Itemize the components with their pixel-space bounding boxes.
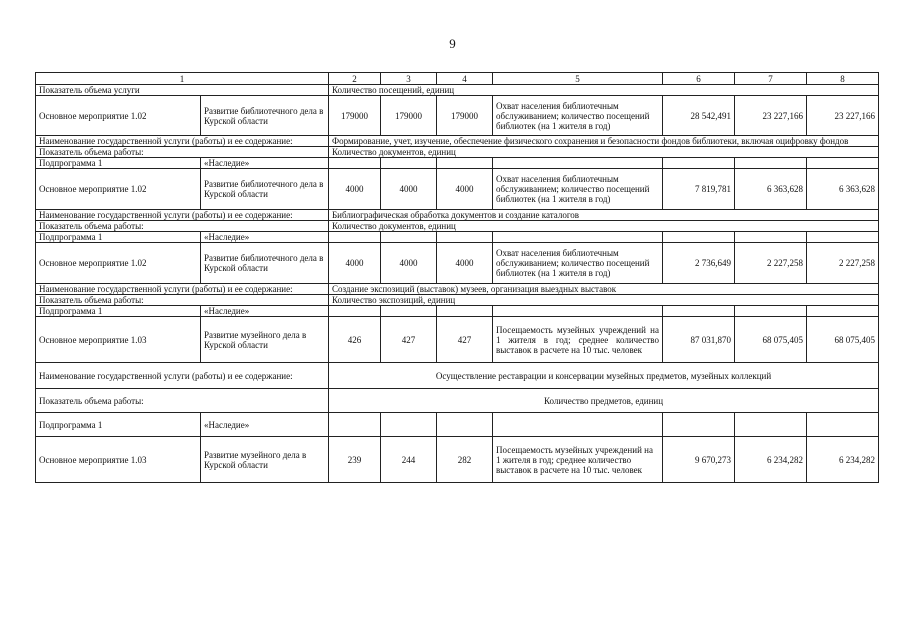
table-row xyxy=(36,147,879,158)
volume-value: Количество документов, единиц xyxy=(329,147,879,158)
value-cell: 282 xyxy=(437,437,493,483)
value-cell: 23 227,166 xyxy=(807,96,879,136)
indicator-cell: Охват населения библиотечным обслуживанием; количество посещений библиотек (на 1 жителя в год) xyxy=(493,169,663,210)
column-header: 5 xyxy=(493,73,663,85)
column-header: 4 xyxy=(437,73,493,85)
volume-label: Показатель объема работы: xyxy=(36,389,329,413)
value-cell: 68 075,405 xyxy=(807,317,879,363)
value-cell: 4000 xyxy=(381,243,437,284)
table-row xyxy=(36,169,879,210)
table-row xyxy=(36,210,879,221)
value-cell: 4000 xyxy=(329,169,381,210)
value-cell: 179000 xyxy=(329,96,381,136)
value-cell: 87 031,870 xyxy=(663,317,735,363)
subprogram-label: Подпрограмма 1 xyxy=(36,232,201,243)
column-header: 7 xyxy=(735,73,807,85)
service-label: Наименование государственной услуги (работы) и ее содержание: xyxy=(36,210,329,221)
event-description: Развитие библиотечного дела в Курской области xyxy=(201,169,329,210)
page-number: 9 xyxy=(449,36,456,51)
volume-value: Количество документов, единиц xyxy=(329,221,879,232)
volume-label: Показатель объема работы: xyxy=(36,147,329,158)
service-label: Наименование государственной услуги (работы) и ее содержание: xyxy=(36,136,329,147)
volume-value: Количество посещений, единиц xyxy=(329,85,879,96)
service-value: Создание экспозиций (выставок) музеев, организация выездных выставок xyxy=(329,284,879,295)
value-cell: 179000 xyxy=(381,96,437,136)
value-cell: 28 542,491 xyxy=(663,96,735,136)
subprogram-label: Подпрограмма 1 xyxy=(36,306,201,317)
value-cell: 2 227,258 xyxy=(807,243,879,284)
event-name: Основное мероприятие 1.03 xyxy=(36,317,201,363)
event-description: Развитие музейного дела в Курской области xyxy=(201,437,329,483)
value-cell: 4000 xyxy=(437,243,493,284)
event-name: Основное мероприятие 1.03 xyxy=(36,437,201,483)
table-row xyxy=(36,363,879,389)
subprogram-value: «Наследие» xyxy=(201,413,329,437)
value-cell: 4000 xyxy=(381,169,437,210)
table-row xyxy=(36,389,879,413)
value-cell: 427 xyxy=(381,317,437,363)
value-cell: 68 075,405 xyxy=(735,317,807,363)
event-name: Основное мероприятие 1.02 xyxy=(36,169,201,210)
column-header: 3 xyxy=(381,73,437,85)
value-cell: 9 670,273 xyxy=(663,437,735,483)
service-value: Осуществление реставрации и консервации музейных предметов, музейных коллекций xyxy=(329,363,879,389)
volume-label: Показатель объема услуги xyxy=(36,85,329,96)
value-cell: 239 xyxy=(329,437,381,483)
table-row xyxy=(36,232,879,243)
indicator-cell: Посещаемость музейных учреждений на 1 жителя в год; среднее количество выставок в расчете на 10 тыс. человек xyxy=(493,437,663,483)
table-row xyxy=(36,295,879,306)
table-row xyxy=(36,437,879,483)
value-cell: 426 xyxy=(329,317,381,363)
volume-value: Количество предметов, единиц xyxy=(329,389,879,413)
table-row xyxy=(36,85,879,96)
service-value: Формирование, учет, изучение, обеспечение физического сохранения и безопасности фондов библиотеки, включая оцифровку фондов xyxy=(329,136,879,147)
table-row xyxy=(36,317,879,363)
volume-label: Показатель объема работы: xyxy=(36,295,329,306)
subprogram-value: «Наследие» xyxy=(201,158,329,169)
indicator-cell: Охват населения библиотечным обслуживанием; количество посещений библиотек (на 1 жителя в год) xyxy=(493,243,663,284)
value-cell: 7 819,781 xyxy=(663,169,735,210)
service-value: Библиографическая обработка документов и создание каталогов xyxy=(329,210,879,221)
subprogram-value: «Наследие» xyxy=(201,306,329,317)
value-cell: 6 234,282 xyxy=(735,437,807,483)
value-cell: 6 363,628 xyxy=(807,169,879,210)
event-description: Развитие библиотечного дела в Курской области xyxy=(201,243,329,284)
value-cell: 2 227,258 xyxy=(735,243,807,284)
value-cell: 6 363,628 xyxy=(735,169,807,210)
table-row xyxy=(36,306,879,317)
column-header: 1 xyxy=(36,73,329,85)
indicator-cell: Посещаемость музейных учреждений на 1 жителя в год; среднее количество выставок в расчете на 10 тыс. человек xyxy=(493,317,663,363)
table-row xyxy=(36,284,879,295)
table-row xyxy=(36,243,879,284)
volume-label: Показатель объема работы: xyxy=(36,221,329,232)
table-header-row xyxy=(36,73,879,85)
value-cell: 427 xyxy=(437,317,493,363)
subprogram-value: «Наследие» xyxy=(201,232,329,243)
service-label: Наименование государственной услуги (работы) и ее содержание: xyxy=(36,284,329,295)
value-cell: 4000 xyxy=(437,169,493,210)
volume-value: Количество экспозиций, единиц xyxy=(329,295,879,306)
value-cell: 23 227,166 xyxy=(735,96,807,136)
table-row xyxy=(36,158,879,169)
value-cell: 6 234,282 xyxy=(807,437,879,483)
service-label: Наименование государственной услуги (работы) и ее содержание: xyxy=(36,363,329,389)
budget-table xyxy=(35,72,879,483)
subprogram-label: Подпрограмма 1 xyxy=(36,158,201,169)
event-name: Основное мероприятие 1.02 xyxy=(36,96,201,136)
subprogram-label: Подпрограмма 1 xyxy=(36,413,201,437)
value-cell: 4000 xyxy=(329,243,381,284)
column-header: 6 xyxy=(663,73,735,85)
indicator-cell: Охват населения библиотечным обслуживанием; количество посещений библиотек (на 1 жителя в год) xyxy=(493,96,663,136)
value-cell: 244 xyxy=(381,437,437,483)
table-row xyxy=(36,221,879,232)
event-name: Основное мероприятие 1.02 xyxy=(36,243,201,284)
value-cell: 179000 xyxy=(437,96,493,136)
event-description: Развитие библиотечного дела в Курской области xyxy=(201,96,329,136)
value-cell: 2 736,649 xyxy=(663,243,735,284)
table-row xyxy=(36,96,879,136)
column-header: 2 xyxy=(329,73,381,85)
column-header: 8 xyxy=(807,73,879,85)
event-description: Развитие музейного дела в Курской области xyxy=(201,317,329,363)
table-row xyxy=(36,136,879,147)
table-row xyxy=(36,413,879,437)
